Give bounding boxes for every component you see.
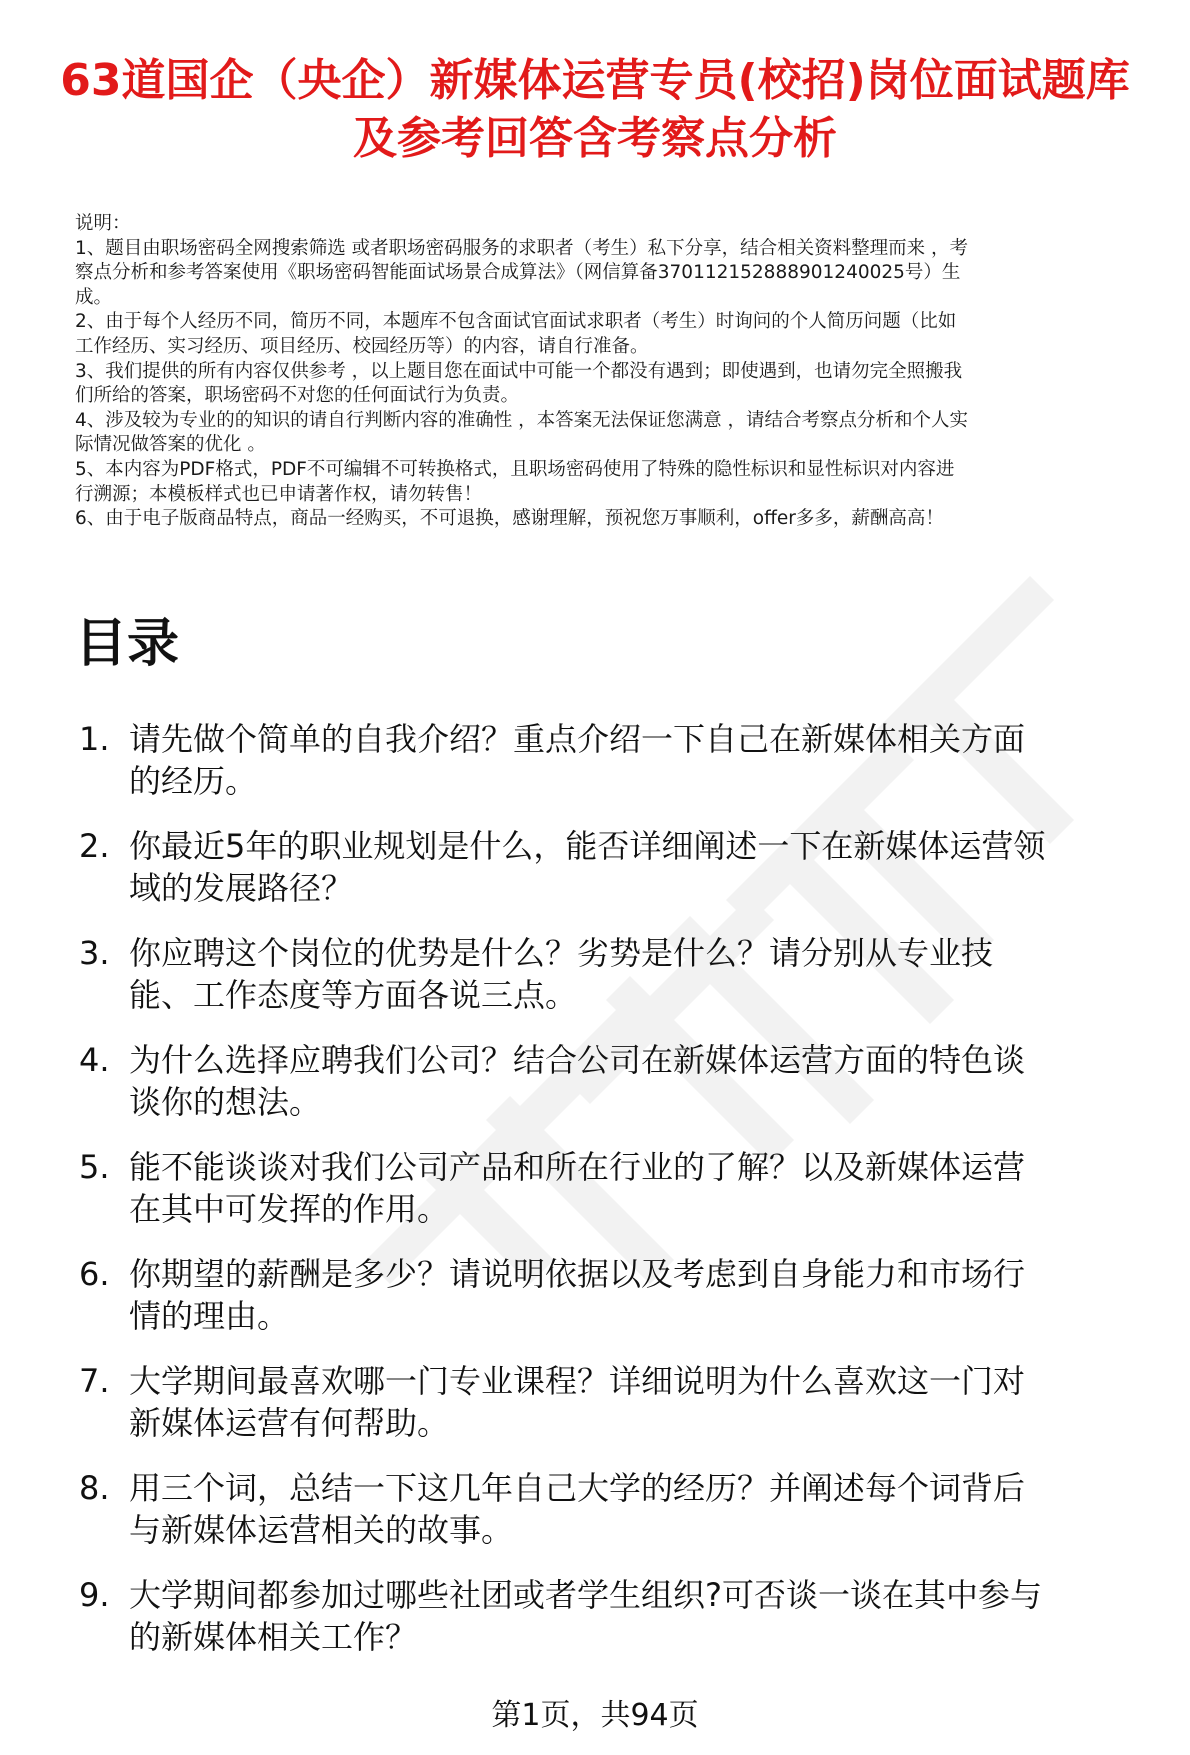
toc-item[interactable] (75, 1253, 1165, 1337)
notes-line: 2、由于每个人经历不同，简历不同，本题库不包含面试官面试求职者（考生）时询问的个人简历问题（比如 (75, 311, 957, 333)
notes-line: 们所给的答案，职场密码不对您的任何面试行为负责。 (75, 385, 520, 407)
toc-item[interactable] (75, 718, 1165, 802)
toc-item-text: 大学期间最喜欢哪一门专业课程？详细说明为什么喜欢这一门对 (129, 1362, 1026, 1400)
toc-item-text: 你期望的薪酬是多少？请说明依据以及考虑到自身能力和市场行 (129, 1255, 1026, 1293)
document-title: 63道国企（央企）新媒体运营专员(校招)岗位面试题库及参考回答含考察点分析 (60, 55, 1130, 164)
toc-item-text: 新媒体运营有何帮助。 (129, 1404, 450, 1442)
toc-item-text: 你最近5年的职业规划是什么，能否详细阐述一下在新媒体运营领 (129, 827, 1046, 865)
toc-item-text: 能不能谈谈对我们公司产品和所在行业的了解？以及新媒体运营 (129, 1148, 1026, 1186)
toc-item[interactable] (75, 1039, 1165, 1123)
toc-item-number: 2. (79, 827, 110, 865)
toc-item-number: 8. (79, 1469, 110, 1507)
toc-item[interactable] (75, 1146, 1165, 1230)
toc-item-text: 的经历。 (129, 762, 258, 800)
notes-line: 际情况做答案的优化 。 (75, 434, 266, 456)
toc-item[interactable] (75, 825, 1165, 909)
notes-heading: 说明： (75, 213, 131, 234)
toc-item[interactable] (75, 1467, 1165, 1551)
toc-list (75, 718, 1165, 1681)
toc-item-text: 谈你的想法。 (129, 1083, 322, 1121)
toc-item-text: 与新媒体运营相关的故事。 (129, 1511, 514, 1549)
toc-item-text: 域的发展路径？ (129, 869, 354, 907)
toc-item-text: 在其中可发挥的作用。 (129, 1190, 450, 1228)
notes-line: 察点分析和参考答案使用《职场密码智能面试场景合成算法》（网信算备370112152888901240025号）生 (75, 262, 961, 284)
toc-item-text: 的新媒体相关工作？ (129, 1618, 418, 1656)
toc-item-number: 9. (79, 1576, 110, 1614)
toc-item-number: 6. (79, 1255, 110, 1293)
toc-item-number: 4. (79, 1041, 110, 1079)
page-footer: 第1页，共94页 (491, 1698, 699, 1733)
toc-item-text: 用三个词，总结一下这几年自己大学的经历？并阐述每个词背后 (129, 1469, 1026, 1507)
notes-line: 5、本内容为PDF格式，PDF不可编辑不可转换格式，且职场密码使用了特殊的隐性标识和显性标识对内容进 (75, 458, 955, 480)
toc-item-number: 5. (79, 1148, 110, 1186)
toc-item-text: 情的理由。 (129, 1297, 290, 1335)
notes-section (75, 212, 1155, 532)
toc-item-text: 请先做个简单的自我介绍？重点介绍一下自己在新媒体相关方面 (129, 720, 1026, 758)
toc-item[interactable] (75, 1574, 1165, 1658)
toc-item-text: 能、工作态度等方面各说三点。 (129, 976, 578, 1014)
notes-line: 行溯源；本模板样式也已申请著作权，请勿转售！ (75, 483, 483, 505)
toc-item-text: 为什么选择应聘我们公司？结合公司在新媒体运营方面的特色谈 (129, 1041, 1026, 1079)
toc-item-text: 你应聘这个岗位的优势是什么？劣势是什么？请分别从专业技 (129, 934, 994, 972)
toc-item-number: 7. (79, 1362, 110, 1400)
toc-item-text: 大学期间都参加过哪些社团或者学生组织?可否谈一谈在其中参与 (129, 1576, 1042, 1614)
toc-heading: 目录 (75, 614, 180, 674)
toc-item[interactable] (75, 932, 1165, 1016)
notes-line: 工作经历、实习经历、项目经历、校园经历等）的内容，请自行准备。 (75, 335, 649, 357)
toc-item[interactable] (75, 1360, 1165, 1444)
toc-item-number: 3. (79, 934, 110, 972)
notes-line: 3、我们提供的所有内容仅供参考 ，以上题目您在面试中可能一个都没有遇到；即使遇到，也请勿完全照搬我 (75, 360, 963, 382)
notes-line: 成。 (75, 286, 113, 308)
notes-line: 4、涉及较为专业的的知识的请自行判断内容的准确性 ，本答案无法保证您满意 ，请结合考察点分析和个人实 (75, 409, 969, 431)
toc-item-number: 1. (79, 720, 110, 758)
notes-line: 6、由于电子版商品特点，商品一经购买，不可退换，感谢理解，预祝您万事顺利，offer多多，薪酬高高！ (75, 508, 944, 530)
notes-line: 1、题目由职场密码全网搜索筛选 或者职场密码服务的求职者（考生）私下分享，结合相关资料整理而来 ，考 (75, 237, 969, 259)
